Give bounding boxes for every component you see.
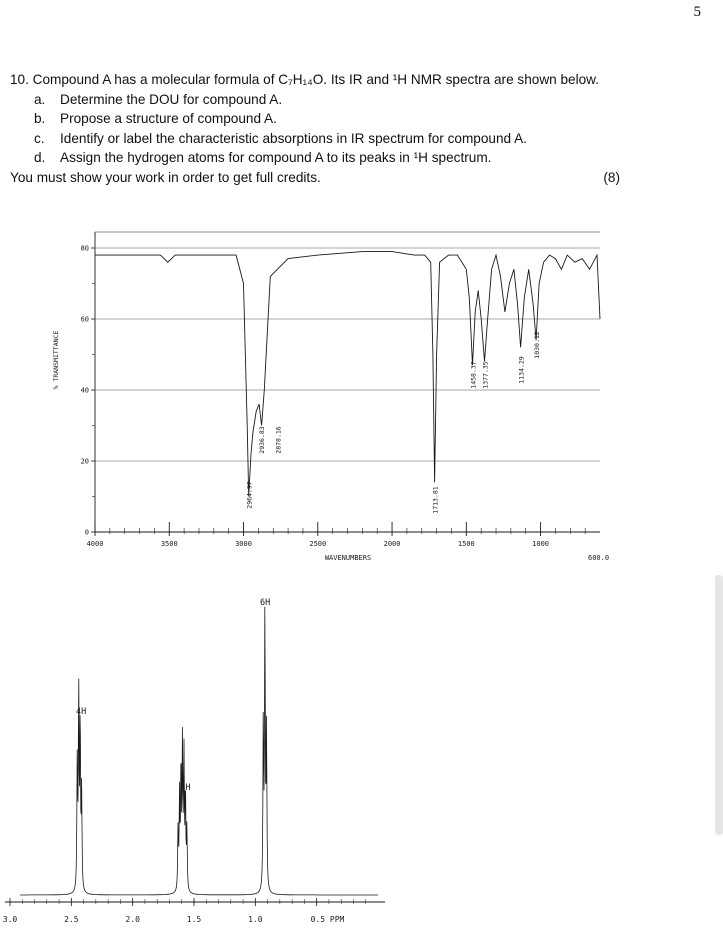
ir-peak-label: 1713.81 [431,486,440,514]
ir-x-tick-label: 1500 [457,540,475,548]
ir-x-tick-label: 3000 [235,540,252,548]
ir-peak-label: 1030.12 [533,331,542,359]
part-text: Assign the hydrogen atoms for compound A to its peaks in ¹H spectrum. [60,150,492,165]
nmr-x-tick-label: 0.5 PPM [310,915,345,924]
part-letter: c. [34,130,45,146]
ir-x-tick-label: 2000 [383,540,401,548]
ir-x-tick-label: 2500 [309,540,327,548]
ir-y-tick-label: 80 [80,244,89,253]
part-letter: a. [34,91,46,107]
page-number: 5 [693,4,701,20]
ir-peak-label: 2936.83 [257,426,266,454]
nmr-integration-label: 4H [76,707,87,717]
part-text: Propose a structure of compound A. [60,111,277,126]
ir-x-tick-label: 4000 [86,540,104,548]
ir-y-tick-label: 0 [84,528,89,537]
scrollbar[interactable] [715,575,723,835]
ir-x-axis-title: WAVENUMBERS [324,554,372,562]
ir-peak-label: 2964.97 [245,481,254,509]
ir-peak-label: 2878.16 [274,426,283,454]
part-text: Identify or label the characteristic absorptions in IR spectrum for compound A. [60,130,527,146]
nmr-spectrum-line [20,607,378,895]
part-letter: b. [34,111,46,126]
part-text: Determine the DOU for compound A. [60,91,283,107]
ir-x-tick-label: 1000 [532,540,550,548]
nmr-x-tick-label: 1.0 [248,915,263,924]
ir-x-tick-label: 3500 [160,540,178,548]
ir-peak-label: 1377.35 [481,361,490,389]
nmr-integration-label: 4H [180,783,191,793]
ir-y-tick-label: 60 [80,315,89,324]
nmr-integration-label: 6H [260,598,271,608]
ir-peak-label: 1458.37 [469,361,478,389]
instruction-text: You must show your work in order to get full credits. [10,169,321,185]
ir-y-axis-title: % TRANSMITTANCE [52,330,60,390]
nmr-x-tick-label: 3.0 [2,915,18,924]
points-value: (8) [603,169,620,185]
ir-y-tick-label: 40 [80,386,89,395]
ir-y-tick-label: 20 [80,457,89,466]
nmr-x-tick-label: 2.0 [125,915,140,924]
part-letter: d. [34,150,46,165]
ir-x-end-label: 600.0 [588,554,610,562]
question-title: 10. Compound A has a molecular formula of C₇H₁₄O. Its IR and ¹H NMR spectra are shown below. [10,72,600,87]
nmr-x-tick-label: 1.5 [186,915,202,924]
nmr-x-tick-label: 2.5 [64,915,79,924]
ir-peak-label: 1134.29 [517,356,526,384]
